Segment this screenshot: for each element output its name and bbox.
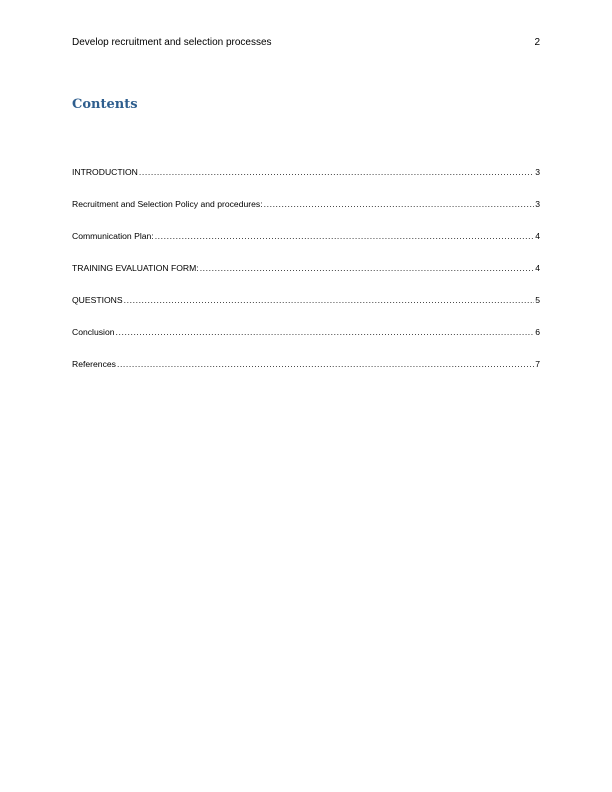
toc-entry-title: References — [72, 359, 116, 369]
toc-entry-page: 4 — [535, 263, 540, 273]
toc-entry-page: 6 — [535, 327, 540, 337]
toc-entry-title: QUESTIONS — [72, 295, 123, 305]
toc-entry-page: 4 — [535, 231, 540, 241]
table-of-contents — [72, 166, 540, 390]
toc-dot-leader — [124, 294, 535, 306]
toc-dot-leader — [117, 358, 534, 370]
toc-entry-title: Communication Plan: — [72, 231, 154, 241]
toc-entry-recruitment-policy[interactable] — [72, 198, 540, 230]
toc-entry-page: 5 — [535, 295, 540, 305]
toc-dot-leader — [139, 166, 534, 178]
toc-heading: Contents — [72, 97, 138, 112]
toc-entry-page: 7 — [535, 359, 540, 369]
toc-dot-leader — [200, 262, 535, 274]
toc-entry-introduction[interactable] — [72, 166, 540, 198]
toc-entry-page: 3 — [535, 199, 540, 209]
running-header — [72, 36, 540, 50]
toc-entry-training-evaluation-form[interactable] — [72, 262, 540, 294]
toc-entry-title: TRAINING EVALUATION FORM: — [72, 263, 199, 273]
toc-dot-leader — [264, 198, 535, 210]
toc-entry-title: Conclusion — [72, 327, 115, 337]
toc-dot-leader — [155, 230, 535, 242]
toc-dot-leader — [116, 326, 535, 338]
header-title: Develop recruitment and selection processes — [72, 37, 272, 48]
toc-entry-title: INTRODUCTION — [72, 167, 138, 177]
header-page-number: 2 — [534, 37, 540, 48]
toc-entry-title: Recruitment and Selection Policy and procedures: — [72, 199, 263, 209]
toc-entry-references[interactable] — [72, 358, 540, 390]
toc-entry-communication-plan[interactable] — [72, 230, 540, 262]
toc-entry-page: 3 — [535, 167, 540, 177]
toc-entry-questions[interactable] — [72, 294, 540, 326]
toc-entry-conclusion[interactable] — [72, 326, 540, 358]
